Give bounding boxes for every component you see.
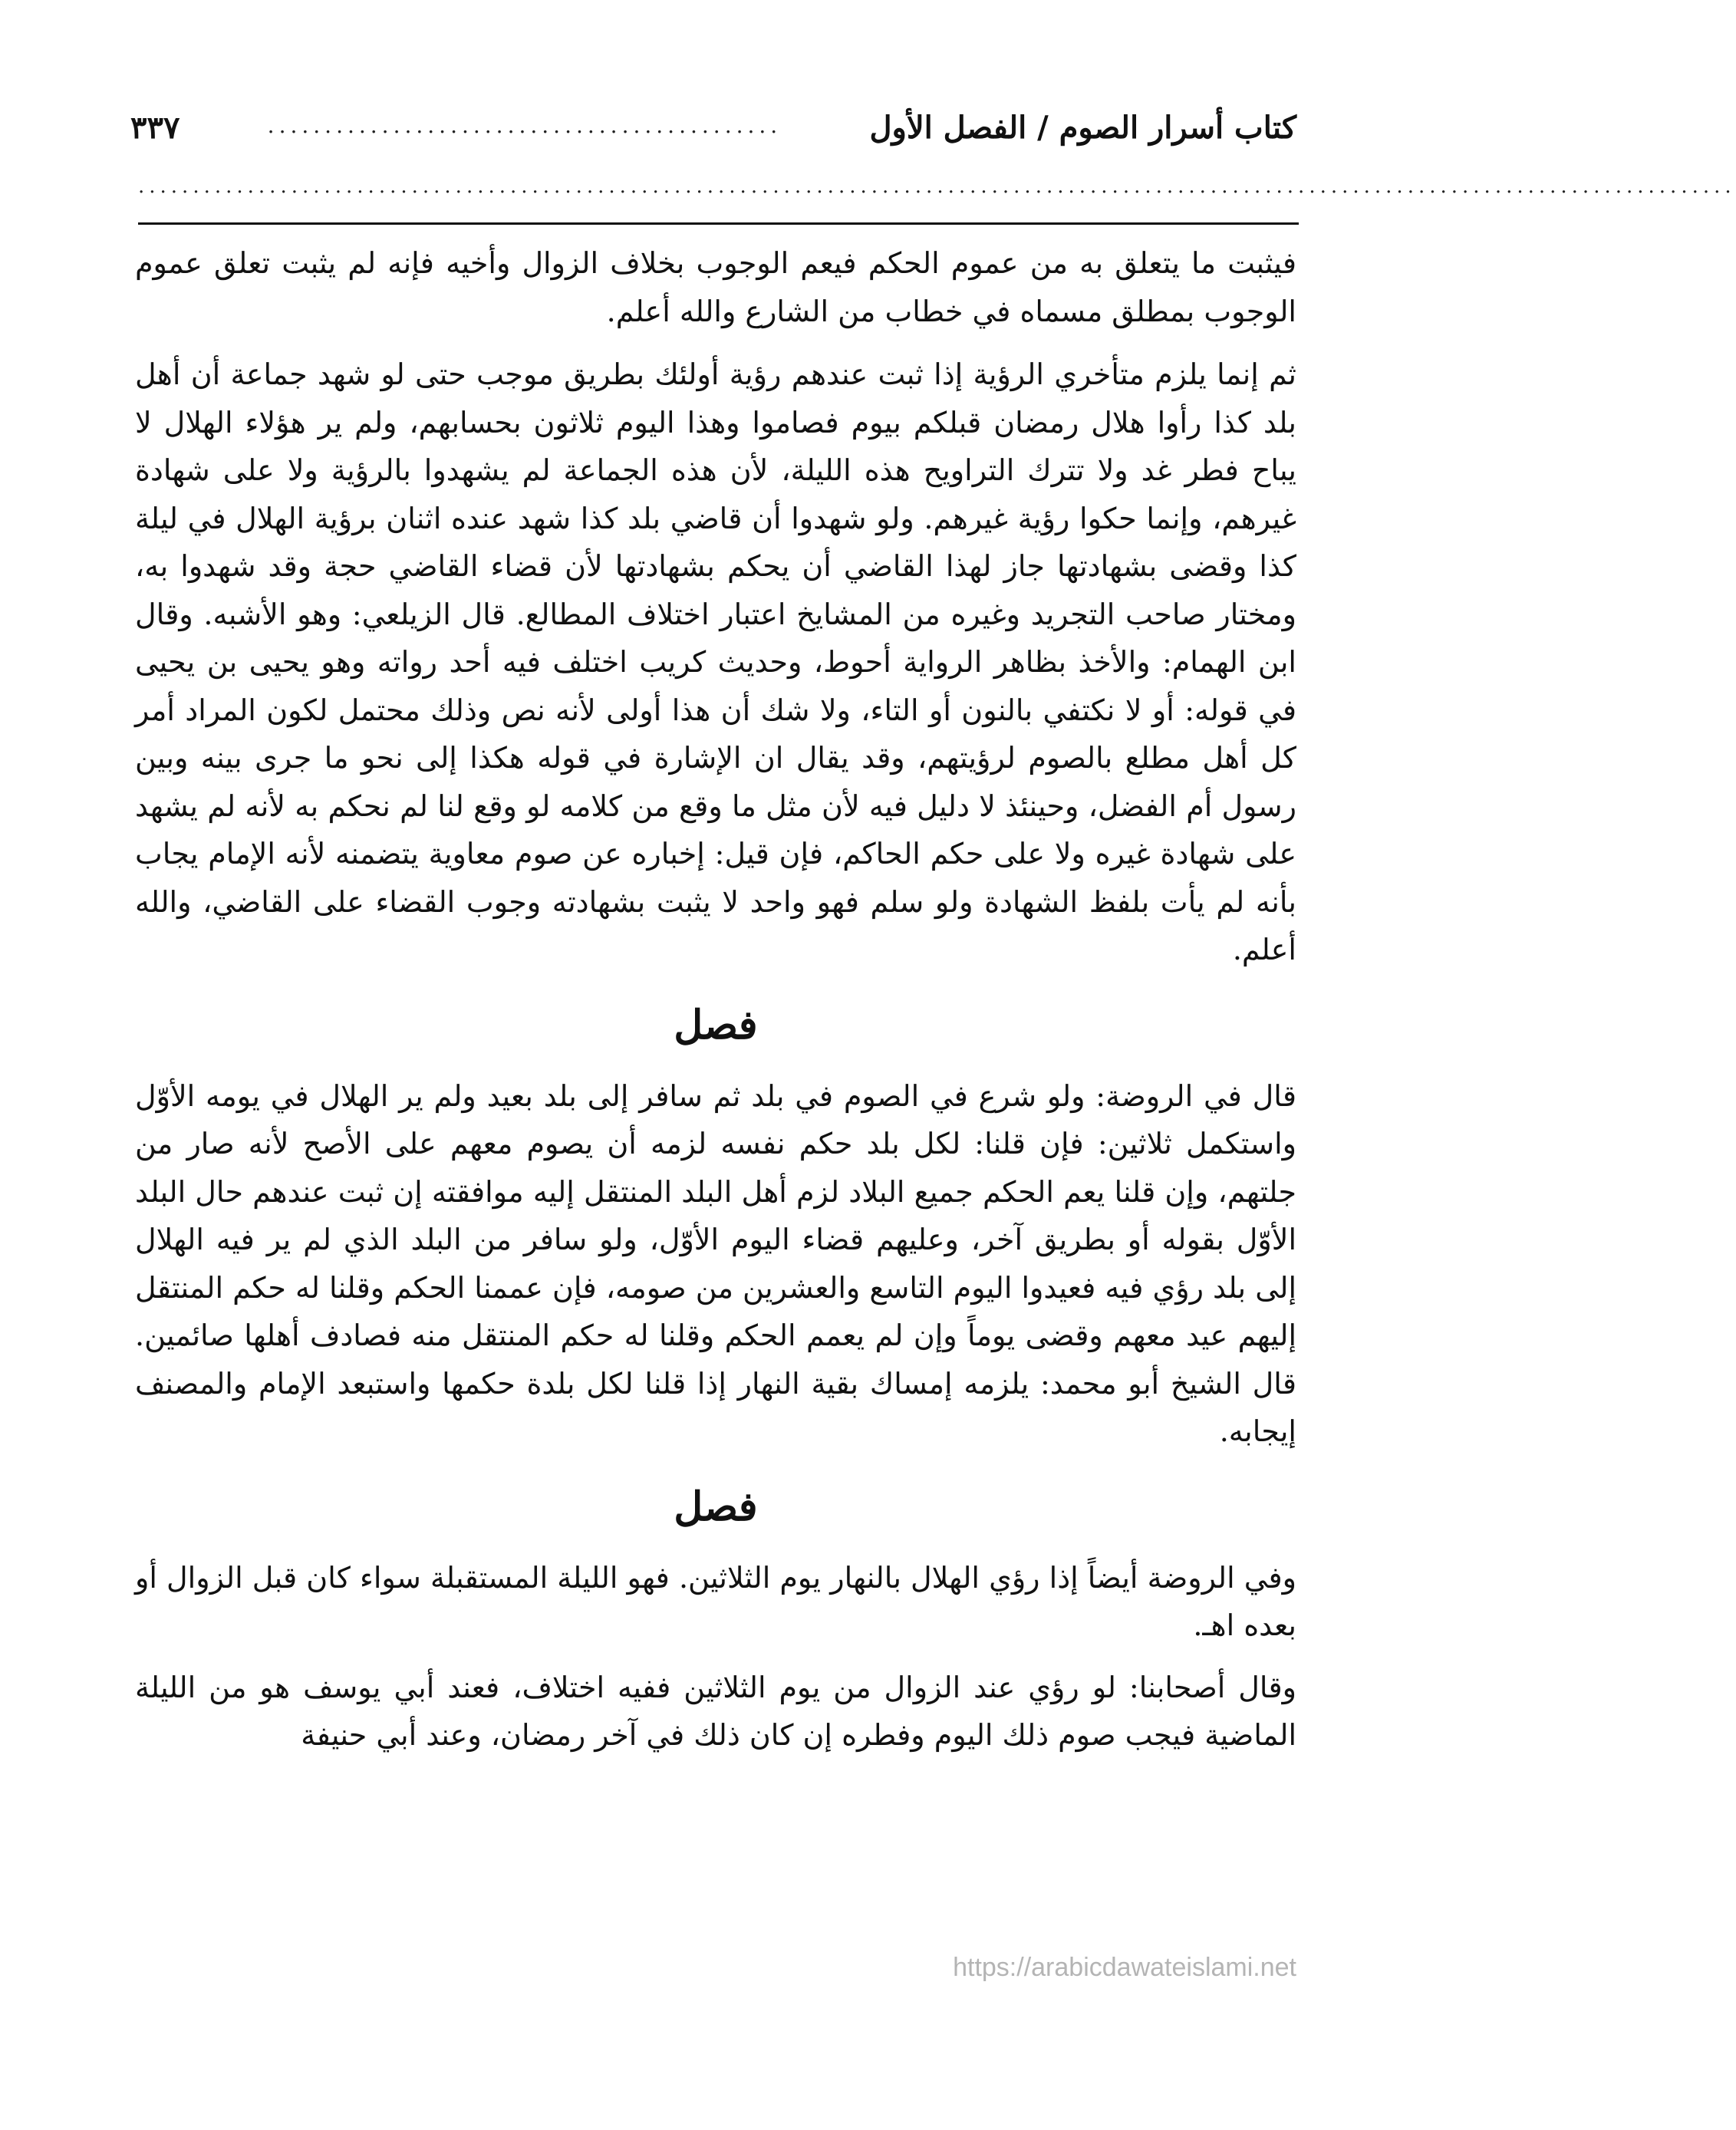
page-number: ٣٣٧ — [130, 110, 180, 146]
header-rule — [138, 222, 1299, 225]
paragraph-1: فيثبت ما يتعلق به من عموم الحكم فيعم الوجوب بخلاف الزوال وأخيه فإنه لم يثبت تعلق عموم الوجوب بمطلق مسماه في خطاب من الشارع والله أعلم. — [135, 246, 1296, 328]
section-heading-1: فصل — [674, 1001, 758, 1049]
running-header — [130, 84, 1296, 146]
header-leader-dots: ............................................. — [267, 113, 782, 138]
header-title: كتاب أسرار الصوم / الفصل الأول — [869, 110, 1296, 146]
site-watermark: https://arabicdawateislami.net — [953, 1953, 1296, 1982]
paragraph-4: وفي الروضة أيضاً إذا رؤي الهلال بالنهار يوم الثلاثين. فهو الليلة المستقبلة سواء كان قبل الزوال أو بعده اهـ. — [135, 1560, 1296, 1642]
section-heading-2: فصل — [674, 1483, 758, 1530]
page-body — [135, 239, 1296, 1773]
dotted-separator: .................................................................................................................................................. — [138, 175, 1736, 198]
paragraph-5: وقال أصحابنا: لو رؤي عند الزوال من يوم الثلاثين ففيه اختلاف، فعند أبي يوسف هو من الليلة الماضية فيجب صوم ذلك اليوم وفطره إن كان ذلك في آخر رمضان، وعند أبي حنيفة — [135, 1670, 1296, 1752]
paragraph-3: قال في الروضة: ولو شرع في الصوم في بلد ثم سافر إلى بلد بعيد ولم ير الهلال في يومه الأوّل واستكمل ثلاثين: فإن قلنا: لكل بلد حكم نفسه لزمه أن يصوم معهم على الأصح لأنه صار من جلتهم، وإن قلنا يعم الحكم جميع البلاد لزم أهل البلد المنتقل إليه موافقته إن ثبت عندهم حال البلد الأوّل بقوله أو بطريق آخر، وعليهم قضاء اليوم الأوّل، ولو سافر من البلد الذي لم ير فيه الهلال إلى بلد رؤي فيه فعيدوا اليوم التاسع والعشرين من صومه، فإن عممنا الحكم وقلنا له حكم المنتقل إليهم عيد معهم وقضى يوماً وإن لم يعمم الحكم وقلنا له حكم المنتقل منه فصادف أهلها صائمين. قال الشيخ أبو محمد: يلزمه إمساك بقية النهار إذا قلنا لكل بلدة حكمها واستبعد الإمام والمصنف إيجابه. — [135, 1078, 1296, 1448]
paragraph-2: ثم إنما يلزم متأخري الرؤية إذا ثبت عندهم رؤية أولئك بطريق موجب حتى لو شهد جماعة أن أهل بلد كذا رأوا هلال رمضان قبلكم بيوم فصاموا وهذا اليوم ثلاثون بحسابهم، ولم ير هؤلاء الهلال لا يباح فطر غد ولا تترك التراويح هذه الليلة، لأن هذه الجماعة لم يشهدوا بالرؤية ولا على شهادة غيرهم، وإنما حكوا رؤية غيرهم. ولو شهدوا أن قاضي بلد كذا شهد عنده اثنان برؤية الهلال في ليلة كذا وقضى بشهادتها جاز لهذا القاضي أن يحكم بشهادتها لأن قضاء القاضي حجة وقد شهدوا به، ومختار صاحب التجريد وغيره من المشايخ اعتبار اختلاف المطالع. قال الزيلعي: وهو الأشبه. وقال ابن الهمام: والأخذ بظاهر الرواية أحوط، وحديث كريب اختلف فيه أحد رواته وهو يحيى بن يحيى في قوله: أو لا نكتفي بالنون أو التاء، ولا شك أن هذا أولى لأنه نص وذلك محتمل لكون المراد أمر كل أهل مطلع بالصوم لرؤيتهم، وقد يقال ان الإشارة في قوله هكذا إلى نحو ما جرى بينه وبين رسول أم الفضل، وحينئذ لا دليل فيه لأن مثل ما وقع من كلامه لو وقع لنا لم نحكم به لأنه لم يشهد على شهادة غيره ولا على حكم الحاكم، فإن قيل: إخباره عن صوم معاوية يتضمنه لأنه الإمام يجاب بأنه لم يأت بلفظ الشهادة ولو سلم فهو واحد لا يثبت بشهادته وجوب القضاء على القاضي، والله أعلم. — [135, 357, 1296, 966]
